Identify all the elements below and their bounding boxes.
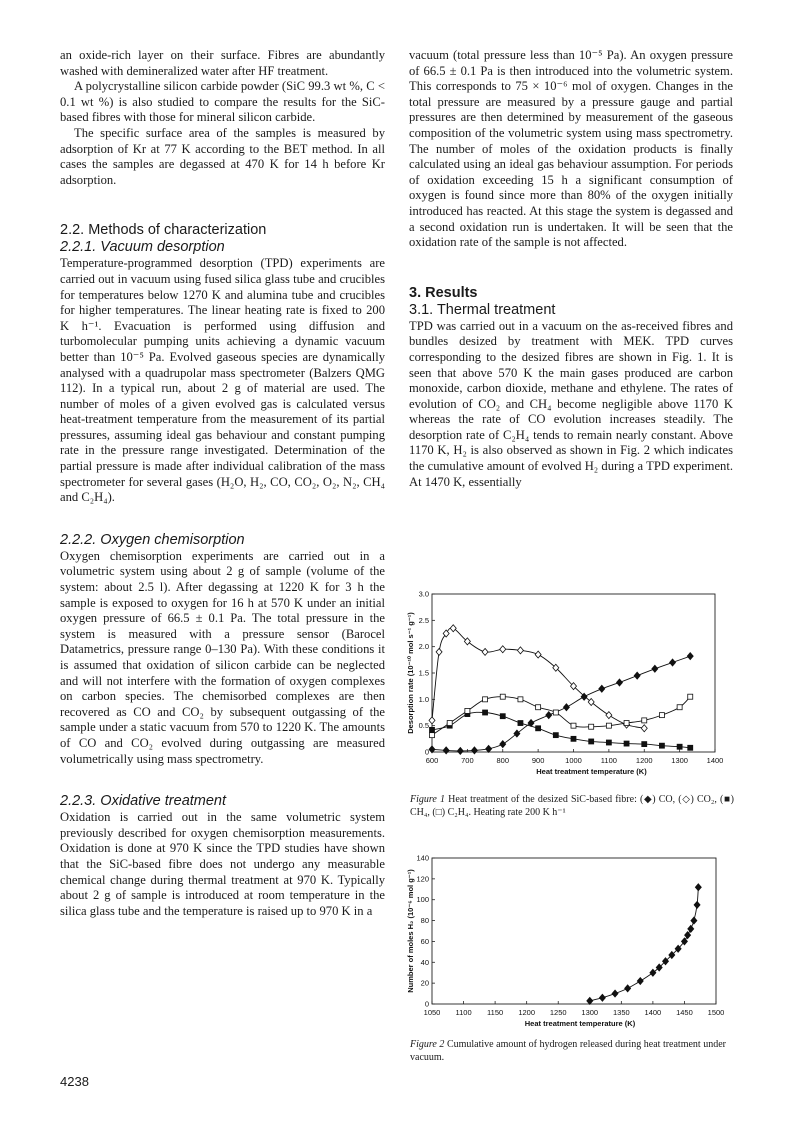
data-point bbox=[685, 932, 691, 939]
figure-label: Figure 2 bbox=[410, 1039, 445, 1050]
data-point bbox=[553, 710, 558, 715]
data-point bbox=[443, 747, 449, 754]
data-point bbox=[688, 925, 694, 932]
y-tick-label: 60 bbox=[420, 936, 429, 946]
data-point bbox=[500, 714, 505, 719]
data-point bbox=[642, 742, 647, 747]
paragraph: The specific surface area of the samples is measured by adsorption of Kr at 77 K according to the BET method. In all cases the samples are degassed at 470 K for 14 h before Kr adsorption. bbox=[60, 125, 385, 187]
x-tick-label: 800 bbox=[496, 756, 510, 765]
data-point bbox=[612, 990, 618, 997]
data-point bbox=[634, 672, 640, 679]
data-point bbox=[659, 713, 664, 718]
data-point bbox=[514, 730, 520, 737]
data-point bbox=[642, 718, 647, 723]
data-point bbox=[652, 665, 658, 672]
data-point bbox=[589, 739, 594, 744]
data-point bbox=[589, 724, 594, 729]
data-point bbox=[688, 694, 693, 699]
data-point bbox=[483, 697, 488, 702]
x-tick-label: 1300 bbox=[581, 1008, 599, 1017]
figure-1-caption bbox=[410, 793, 734, 819]
y-tick-label: 0 bbox=[424, 747, 429, 757]
y-tick-label: 1.0 bbox=[418, 694, 429, 704]
data-point bbox=[624, 741, 629, 746]
data-point bbox=[535, 651, 541, 658]
x-tick-label: 1200 bbox=[518, 1008, 536, 1017]
data-point bbox=[518, 697, 523, 702]
paragraph: vacuum (total pressure less than 10⁻⁵ Pa). An oxygen pressure of 66.5 ± 0.1 Pa is then introduced into the volumetric system. This corresponds to 75 × 10⁻⁶ mol of oxygen. Changes in the total pressure are measured by a pressure gauge and partial pressures are then determined by measurement of the gaseous composition of the volumetric system using mass spectrometry. The number of moles of the oxidation products is finally calculated using an ideal gas behaviour assumption. For periods of oxidation exceeding 15 h a significant consumption of oxygen is found since more than 80% of the oxygen initially introduced has reacted. At this stage the system is degassed and a second oxidation run is undertaken. It will be seen that the oxidation rate of the sample is not affected. bbox=[409, 48, 733, 250]
paragraph: Oxidation is carried out in the same volumetric system previously described for oxygen chemisorption measurements. Oxidation is done at 970 K since the TPD studies have shown that the SiC-based fibre does not undergo any measurable chemical change during thermal treatment at 970 K. Typically about 2 g of sample is introduced at room temperature in the silica glass tube and the temperature is raised up to 970 K in a bbox=[60, 810, 385, 918]
subsection-heading: 2.2.1. Vacuum desorption bbox=[60, 239, 225, 256]
y-tick-label: 2.5 bbox=[418, 615, 429, 625]
data-point bbox=[483, 710, 488, 715]
data-point bbox=[677, 744, 682, 749]
data-point bbox=[571, 723, 576, 728]
paragraph: Temperature-programmed desorption (TPD) experiments are carried out in vacuum using fused silica glass tube and crucibles for temperatures below 1270 K and alumina tube and crucibles for higher temperatures. The linear heating rate is fixed to 200 K h⁻¹. Evacuation is performed using diffusion and turbomolecular pumping units achieving a dynamic vacuum better than 10⁻⁵ Pa. Evolved gaseous species are dynamically analysed with a quadrupolar mass spectrometer (Balzers QMG 112). In a typical run, about 2 g of material are used. The number of moles of a given evolved gas is calculated versus heat-treatment temperature from the measurement of its partial pressures, assuming ideal gas behaviour and constant pumping rate in the pressure range investigated. Determination of the partial pressure is made after individual calibration of the mass spectrometer for several gases (H₂O, H₂, CO, CO₂, O₂, N₂, CH₄ and C₂H₄). bbox=[60, 256, 385, 505]
data-point bbox=[670, 659, 676, 666]
paragraph: TPD was carried out in a vacuum on the as-received fibres and bundles desized by treatment with MEK. TPD curves corresponding to the desized fibres are shown in Fig. 1. It is seen that above 570 K the main gases produced are carbon monoxide, carbon dioxide, methane and ethylene. The rates of evolution of CO₂ and CH₄ become negligible above 1170 K whereas the rate of CO evolution increases steadily. The desorption rate of C₂H₄ tends to remain nearly constant. Above 1170 K, H₂ is also observed as shown in Fig. 2 which indicates the cumulative amount of evolved H₂ during a TPD experiment. At 1470 K, essentially bbox=[409, 318, 733, 489]
paragraph: Oxygen chemisorption experiments are carried out in a volumetric system using about 2 g of sample (volume of the system: about 2.5 l). After degassing at 1220 K for 3 h the sample is exposed to oxygen for 16 h at 570 K under an initial oxygen pressure of 66.5 ± 0.1 Pa. The total pressure in the system is measured with a pressure sensor (Barocel Datametrics, pressure range 0–130 Pa). With these conditions it is assumed that oxidation of silicon carbide can be neglected and will not interfere with the formation of oxygen complexes on carbon species. The chemisorbed complexes are then recovered as CO and CO₂ by subsequent outgassing of the sample under a static vacuum from 570 to 1220 K. The amounts of CO and CO₂ evolved during outgassing are measured volumetrically using mass spectrometry. bbox=[60, 548, 385, 766]
series-line bbox=[590, 887, 699, 1001]
data-point bbox=[563, 704, 569, 711]
x-axis-label: Heat treatment temperature (K) bbox=[536, 767, 647, 776]
data-point bbox=[587, 997, 593, 1004]
left-column bbox=[60, 48, 385, 919]
y-tick-label: 100 bbox=[416, 895, 429, 905]
x-tick-label: 1000 bbox=[565, 756, 582, 765]
figure-2-chart bbox=[406, 852, 740, 1037]
x-tick-label: 1500 bbox=[707, 1008, 725, 1017]
data-point bbox=[588, 698, 594, 705]
paragraph: A polycrystalline silicon carbide powder (SiC 99.3 wt %, C < 0.1 wt %) is also studied to compare the results for the SiC-based fibres with those for mineral silicon carbide. bbox=[60, 79, 385, 125]
data-point bbox=[429, 717, 435, 724]
x-tick-label: 1050 bbox=[423, 1008, 441, 1017]
data-point bbox=[677, 705, 682, 710]
data-point bbox=[641, 725, 647, 732]
data-point bbox=[482, 648, 488, 655]
y-tick-label: 2.0 bbox=[418, 642, 429, 652]
section-heading: 3. Results bbox=[409, 284, 478, 301]
y-tick-label: 0 bbox=[424, 999, 429, 1009]
subsection-heading: 3.1. Thermal treatment bbox=[409, 301, 556, 318]
y-axis-label: Desorption rate (10⁻¹⁰ mol s⁻¹ g⁻¹) bbox=[406, 612, 415, 734]
y-tick-label: 3.0 bbox=[418, 589, 429, 599]
series-line bbox=[432, 712, 690, 748]
data-point bbox=[688, 745, 693, 750]
data-point bbox=[436, 648, 442, 655]
data-point bbox=[536, 705, 541, 710]
right-column bbox=[409, 48, 733, 490]
data-point bbox=[625, 985, 631, 992]
y-tick-label: 140 bbox=[416, 853, 429, 863]
caption-text: Cumulative amount of hydrogen released during heat treatment under vacuum. bbox=[410, 1039, 726, 1063]
subsection-heading: 2.2.3. Oxidative treatment bbox=[60, 793, 227, 810]
paragraph: an oxide-rich layer on their surface. Fibres are abundantly washed with demineralized water after HF treatment. bbox=[60, 48, 385, 78]
data-point bbox=[616, 679, 622, 686]
data-point bbox=[457, 747, 463, 754]
page-number: 4238 bbox=[60, 1074, 89, 1089]
data-point bbox=[606, 740, 611, 745]
y-tick-label: 80 bbox=[420, 916, 429, 926]
x-axis-label: Heat treatment temperature (K) bbox=[524, 1019, 636, 1028]
x-tick-label: 1100 bbox=[600, 756, 617, 765]
x-tick-label: 1150 bbox=[487, 1008, 504, 1017]
data-point bbox=[471, 747, 477, 754]
caption-text: Heat treatment of the desized SiC-based fibre: (◆) CO, (◇) CO₂, (■) CH₄, (□) C₂H₄. Heating rate 200 K h⁻¹ bbox=[410, 794, 734, 818]
data-point bbox=[599, 685, 605, 692]
data-point bbox=[687, 653, 693, 660]
x-tick-label: 1250 bbox=[549, 1008, 567, 1017]
x-tick-label: 600 bbox=[425, 756, 439, 765]
x-tick-label: 700 bbox=[461, 756, 474, 765]
data-point bbox=[517, 647, 523, 654]
data-point bbox=[518, 721, 523, 726]
y-tick-label: 120 bbox=[416, 874, 429, 884]
y-axis-label: Number of moles H₂ (10⁻⁶ mol g⁻¹) bbox=[406, 869, 415, 993]
data-point bbox=[694, 901, 700, 908]
data-point bbox=[500, 646, 506, 653]
data-point bbox=[430, 733, 435, 738]
figure-1-chart bbox=[406, 588, 740, 788]
x-tick-label: 1100 bbox=[455, 1008, 472, 1017]
y-tick-label: 40 bbox=[420, 957, 429, 967]
subsection-heading: 2.2.2. Oxygen chemisorption bbox=[60, 531, 245, 548]
data-point bbox=[486, 745, 492, 752]
data-point bbox=[599, 994, 605, 1001]
x-tick-label: 1200 bbox=[635, 756, 653, 765]
x-tick-label: 1300 bbox=[671, 756, 688, 765]
data-point bbox=[546, 712, 552, 719]
y-tick-label: 1.5 bbox=[418, 668, 429, 678]
data-point bbox=[637, 978, 643, 985]
data-point bbox=[447, 721, 452, 726]
x-tick-label: 1400 bbox=[706, 756, 724, 765]
section-heading: 2.2. Methods of characterization bbox=[60, 222, 267, 239]
data-point bbox=[500, 741, 506, 748]
data-point bbox=[465, 708, 470, 713]
y-tick-label: 0.5 bbox=[418, 721, 429, 731]
data-point bbox=[464, 638, 470, 645]
data-point bbox=[659, 743, 664, 748]
plot-frame bbox=[432, 858, 716, 1004]
data-point bbox=[500, 694, 505, 699]
data-point bbox=[536, 726, 541, 731]
x-tick-label: 1450 bbox=[676, 1008, 693, 1017]
data-point bbox=[571, 736, 576, 741]
data-point bbox=[695, 884, 701, 891]
figure-2-caption bbox=[410, 1038, 726, 1064]
series-line bbox=[432, 697, 690, 735]
figure-label: Figure 1 bbox=[410, 794, 445, 805]
y-tick-label: 20 bbox=[420, 978, 429, 988]
data-point bbox=[430, 727, 435, 732]
data-point bbox=[553, 733, 558, 738]
data-point bbox=[450, 625, 456, 632]
data-point bbox=[606, 712, 612, 719]
data-point bbox=[650, 969, 656, 976]
x-tick-label: 1400 bbox=[644, 1008, 662, 1017]
data-point bbox=[606, 723, 611, 728]
data-point bbox=[691, 917, 697, 924]
x-tick-label: 900 bbox=[531, 756, 545, 765]
data-point bbox=[624, 721, 629, 726]
x-tick-label: 1350 bbox=[612, 1008, 630, 1017]
